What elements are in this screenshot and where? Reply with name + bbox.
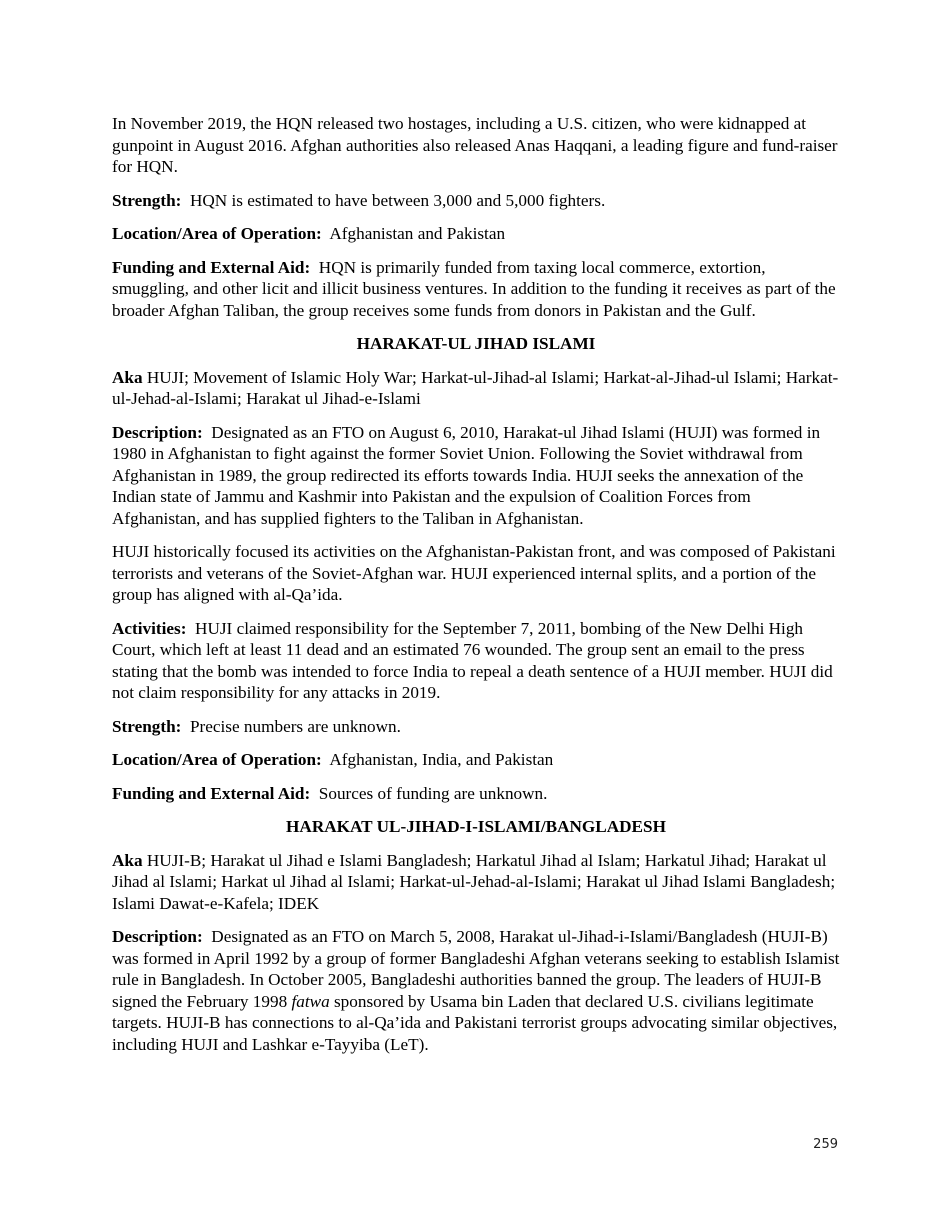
hujib-aka-label: Aka	[112, 850, 143, 870]
hqn-hostage-release-paragraph	[112, 113, 840, 178]
huji-location-label: Location/Area of Operation:	[112, 750, 322, 769]
huji-activities-text: HUJI claimed responsibility for the September 7, 2011, bombing of the New Delhi High Court, which left at least 11 dead and an estimated 76 wounded. The group sent an email to the press stating that the bomb was intended to force India to repeal a death sentence of a HUJI member. HUJI did not claim responsibility for any attacks in 2019.	[112, 618, 833, 702]
huji-description-text: Designated as an FTO on August 6, 2010, Harakat-ul Jihad Islami (HUJI) was formed in 1980 in Afghanistan to fight against the former Soviet Union. Following the Soviet withdrawal from Afghanistan in 1989, the group redirected its efforts towards India. HUJI seeks the annexation of the Indian state of Jammu and Kashmir into Pakistan and the expulsion of Coalition Forces from Afghanistan, and has supplied fighters to the Taliban in Afghanistan.	[112, 422, 821, 528]
huji-aka-label: Aka	[112, 367, 143, 387]
hujib-section-heading: HARAKAT UL-JIHAD-I-ISLAMI/BANGLADESH	[286, 817, 666, 836]
huji-history-paragraph	[112, 541, 840, 606]
huji-strength-text: Precise numbers are unknown.	[189, 716, 401, 736]
huji-funding-text: Sources of funding are unknown.	[318, 783, 548, 803]
hqn-location-text: Afghanistan and Pakistan	[329, 224, 506, 243]
hqn-strength-paragraph	[112, 190, 840, 212]
hujib-fatwa-term: fatwa	[291, 991, 330, 1011]
huji-location-text: Afghanistan, India, and Pakistan	[329, 750, 554, 769]
hqn-hostage-release-text: In November 2019, the HQN released two hostages, including a U.S. citizen, who were kidnapped at gunpoint in August 2016. Afghan authorities also released Anas Haqqani, a leading figure and fund-raiser for HQN.	[112, 114, 838, 176]
huji-activities-paragraph	[112, 618, 840, 704]
huji-description-paragraph	[112, 422, 840, 530]
hujib-description-label: Description:	[112, 927, 203, 946]
hqn-strength-label: Strength:	[112, 190, 182, 210]
hujib-description-paragraph	[112, 926, 840, 1055]
huji-strength-label: Strength:	[112, 716, 182, 736]
huji-location-paragraph	[112, 749, 840, 771]
hqn-location-paragraph	[112, 223, 840, 245]
huji-aka-text: HUJI; Movement of Islamic Holy War; Harkat-ul-Jihad-al Islami; Harkat-al-Jihad-ul Islami; Harkat-ul-Jehad-al-Islami; Harakat ul Jihad-e-Islami	[112, 367, 839, 408]
huji-activities-label: Activities:	[112, 618, 187, 638]
huji-strength-paragraph	[112, 716, 840, 738]
hqn-strength-text: HQN is estimated to have between 3,000 and 5,000 fighters.	[189, 190, 606, 210]
hujib-aka-text: HUJI-B; Harakat ul Jihad e Islami Bangladesh; Harkatul Jihad al Islam; Harkatul Jihad; Harakat ul Jihad al Islami; Harkat ul Jihad al Islami; Harkat-ul-Jehad-al-Islami; Harakat ul Jihad Islami Bangladesh; Islami Dawat-e-Kafela; IDEK	[112, 850, 836, 913]
hujib-aka-paragraph	[112, 850, 840, 915]
hqn-funding-label: Funding and External Aid:	[112, 257, 311, 277]
huji-funding-paragraph	[112, 783, 840, 805]
hqn-funding-paragraph	[112, 257, 840, 322]
hujib-description-text-part1: Designated as an FTO on March 5, 2008, Harakat ul-Jihad-i-Islami/Bangladesh (HUJI-B) was formed in April 1992 by a group of former Bangladeshi Afghan veterans seeking to establish Islamist rule in Bangladesh. In October 2005, Bangladeshi authorities banned the group. The leaders of HUJI-B signed the February 1998	[112, 927, 840, 1011]
hujib-description-text-part2: sponsored by Usama bin Laden that declared U.S. civilians legitimate targets. HUJI-B has connections to al-Qa’ida and Pakistani terrorist groups advocating similar objectives, including HUJI and Lashkar e-Tayyiba (LeT).	[112, 991, 838, 1054]
hqn-location-label: Location/Area of Operation:	[112, 224, 322, 243]
huji-funding-label: Funding and External Aid:	[112, 783, 311, 803]
page-number: 259	[813, 1137, 838, 1152]
page-content	[112, 113, 840, 1067]
huji-description-label: Description:	[112, 422, 203, 442]
huji-section-heading: HARAKAT-UL JIHAD ISLAMI	[356, 334, 596, 353]
huji-aka-paragraph	[112, 367, 840, 410]
huji-history-text: HUJI historically focused its activities on the Afghanistan-Pakistan front, and was composed of Pakistani terrorists and veterans of the Soviet-Afghan war. HUJI experienced internal splits, and a portion of the group has aligned with al-Qa’ida.	[112, 542, 836, 604]
hqn-funding-text: HQN is primarily funded from taxing local commerce, extortion, smuggling, and other licit and illicit business ventures. In addition to the funding it receives as part of the broader Afghan Taliban, the group receives some funds from donors in Pakistan and the Gulf.	[112, 257, 836, 320]
